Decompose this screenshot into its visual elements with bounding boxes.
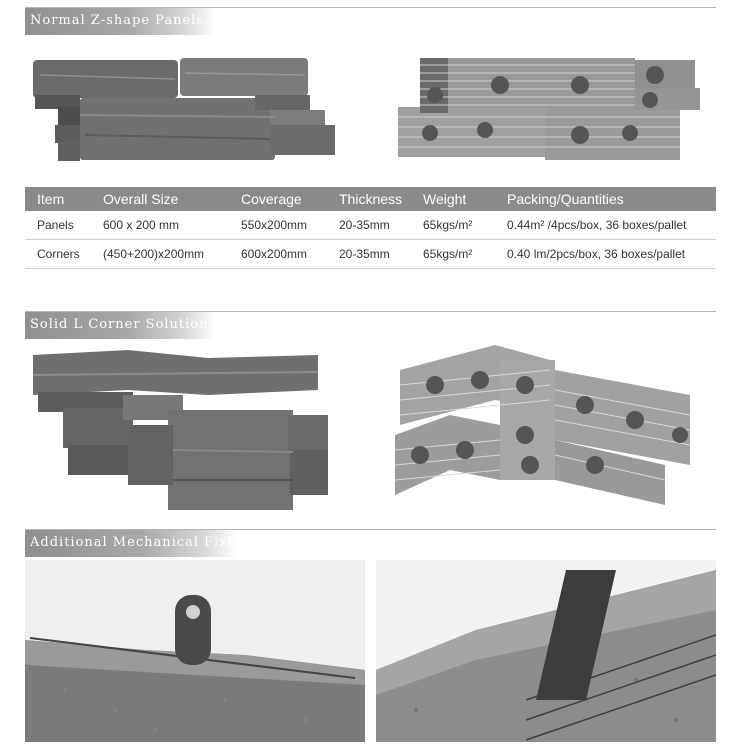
cell-weight: 65kgs/m²	[423, 211, 507, 240]
cell-overall-size: 600 x 200 mm	[103, 211, 241, 240]
section-title-l-corner: Solid L Corner Solution:	[30, 317, 214, 332]
header-item: Item	[25, 187, 103, 211]
section-bar-l-corner	[25, 311, 215, 339]
cell-coverage: 600x200mm	[241, 240, 339, 269]
section-divider	[25, 529, 716, 530]
l-corner-stone-photo	[28, 350, 333, 510]
header-overall-size: Overall Size	[103, 187, 241, 211]
header-coverage: Coverage	[241, 187, 339, 211]
cell-item: Panels	[25, 211, 103, 240]
cell-coverage: 550x200mm	[241, 211, 339, 240]
z-panel-packed-photo	[395, 55, 700, 165]
section-title-fixing: Additional Mechanical Fixing	[30, 535, 252, 550]
section-divider	[25, 311, 716, 312]
fixing-bracket-photo	[25, 560, 365, 742]
cell-weight: 65kgs/m²	[423, 240, 507, 269]
spec-table	[25, 187, 716, 269]
table-row	[25, 240, 716, 269]
spec-table-header	[25, 187, 716, 211]
section-bar-z-panels	[25, 7, 215, 35]
cell-item: Corners	[25, 240, 103, 269]
section-title-z-panels: Normal Z-shape Panels:	[30, 13, 210, 28]
section-divider	[25, 7, 716, 8]
cell-thickness: 20-35mm	[339, 240, 423, 269]
header-thickness: Thickness	[339, 187, 423, 211]
cell-overall-size: (450+200)x200mm	[103, 240, 241, 269]
cell-packing: 0.44m² /4pcs/box, 36 boxes/pallet	[507, 211, 716, 240]
cell-thickness: 20-35mm	[339, 211, 423, 240]
fixing-clip-photo	[376, 560, 716, 742]
section-bar-fixing	[25, 529, 252, 557]
z-panel-stone-photo	[30, 55, 340, 165]
cell-packing: 0.40 lm/2pcs/box, 36 boxes/pallet	[507, 240, 716, 269]
table-row	[25, 211, 716, 240]
l-corner-packed-photo	[390, 340, 710, 505]
header-weight: Weight	[423, 187, 507, 211]
header-packing: Packing/Quantities	[507, 187, 716, 211]
